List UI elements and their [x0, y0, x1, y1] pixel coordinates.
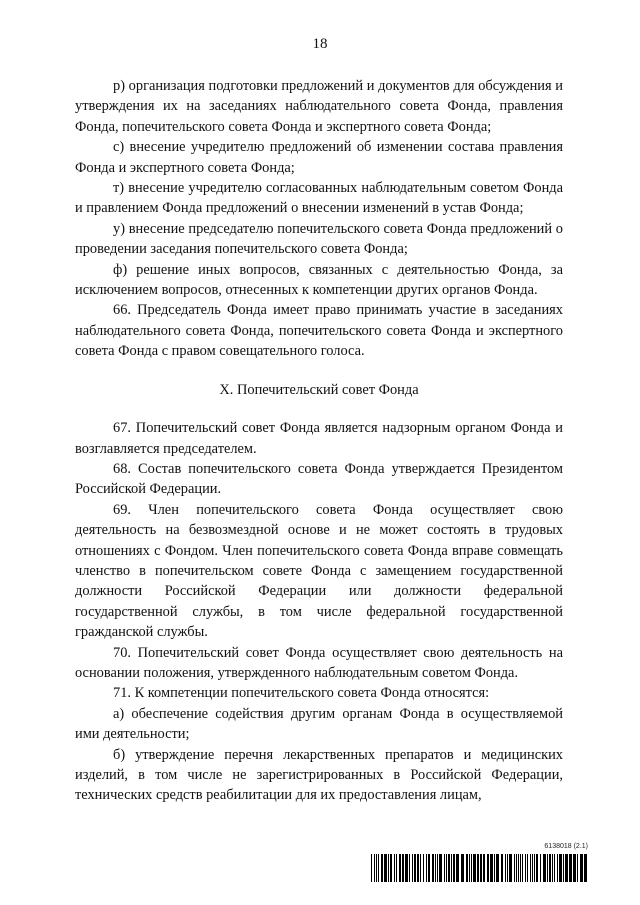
barcode-block: [371, 843, 588, 883]
paragraph-71: 71. К компетенции попечительского совета Фонда относятся:: [113, 685, 490, 702]
paragraph-item-r: р) организация подготовки предложений и документов для обсуждения и утверждения их на заседаниях наблюдательного совета Фонда, правления Фонда, попечительского совета Фонда и экспертного совета Фонда;: [75, 78, 563, 135]
barcode-code: 6138018 (2.1): [544, 843, 588, 850]
paragraph-68: 68. Состав попечительского совета Фонда утверждается Президентом Российской Федерации.: [75, 460, 563, 498]
paragraph-item-u: у) внесение председателю попечительского совета Фонда предложений о проведении заседания попечительского совета Фонда;: [75, 220, 563, 258]
barcode-image: [371, 854, 588, 882]
paragraph-item-b: б) утверждение перечня лекарственных препаратов и медицинских изделий, в том числе не зарегистрированных в Российской Федерации, технических средств реабилитации для их предоставления лицам,: [75, 746, 563, 804]
document-body: [75, 76, 563, 806]
section-heading: X. Попечительский совет Фонда: [219, 381, 419, 398]
paragraph-70: 70. Попечительский совет Фонда осуществляет свою деятельность на основании положения, утвержденного наблюдательным советом Фонда.: [75, 644, 563, 681]
paragraph-69: 69. Член попечительского совета Фонда осуществляет свою деятельность на безвозмездной основе и не может состоять в трудовых отношениях с Фондом. Член попечительского совета Фонда вправе совмещать членство в попечительском совете Фонда с замещением государственной должности Российской Федерации или должности федеральной государственной службы, в том числе федеральной государственной гражданской службы.: [75, 501, 563, 641]
paragraph-item-a: а) обеспечение содействия другим органам Фонда в осуществляемой ими деятельности;: [75, 705, 563, 743]
page-number: 18: [312, 36, 328, 52]
paragraph-66: 66. Председатель Фонда имеет право принимать участие в заседаниях наблюдательного совета Фонда, попечительского совета Фонда и экспертного совета Фонда с правом совещательного голоса.: [75, 302, 563, 360]
paragraph-item-f: ф) решение иных вопросов, связанных с деятельностью Фонда, за исключением вопросов, отнесенных к компетенции других органов Фонда.: [75, 261, 563, 299]
paragraph-item-t: т) внесение учредителю согласованных наблюдательным советом Фонда и правлением Фонда предложений о внесении изменений в устав Фонда;: [75, 180, 563, 217]
paragraph-item-s: с) внесение учредителю предложений об изменении состава правления Фонда и экспертного совета Фонда;: [75, 139, 563, 176]
paragraph-67: 67. Попечительский совет Фонда является надзорным органом Фонда и возглавляется председателем.: [75, 420, 563, 457]
